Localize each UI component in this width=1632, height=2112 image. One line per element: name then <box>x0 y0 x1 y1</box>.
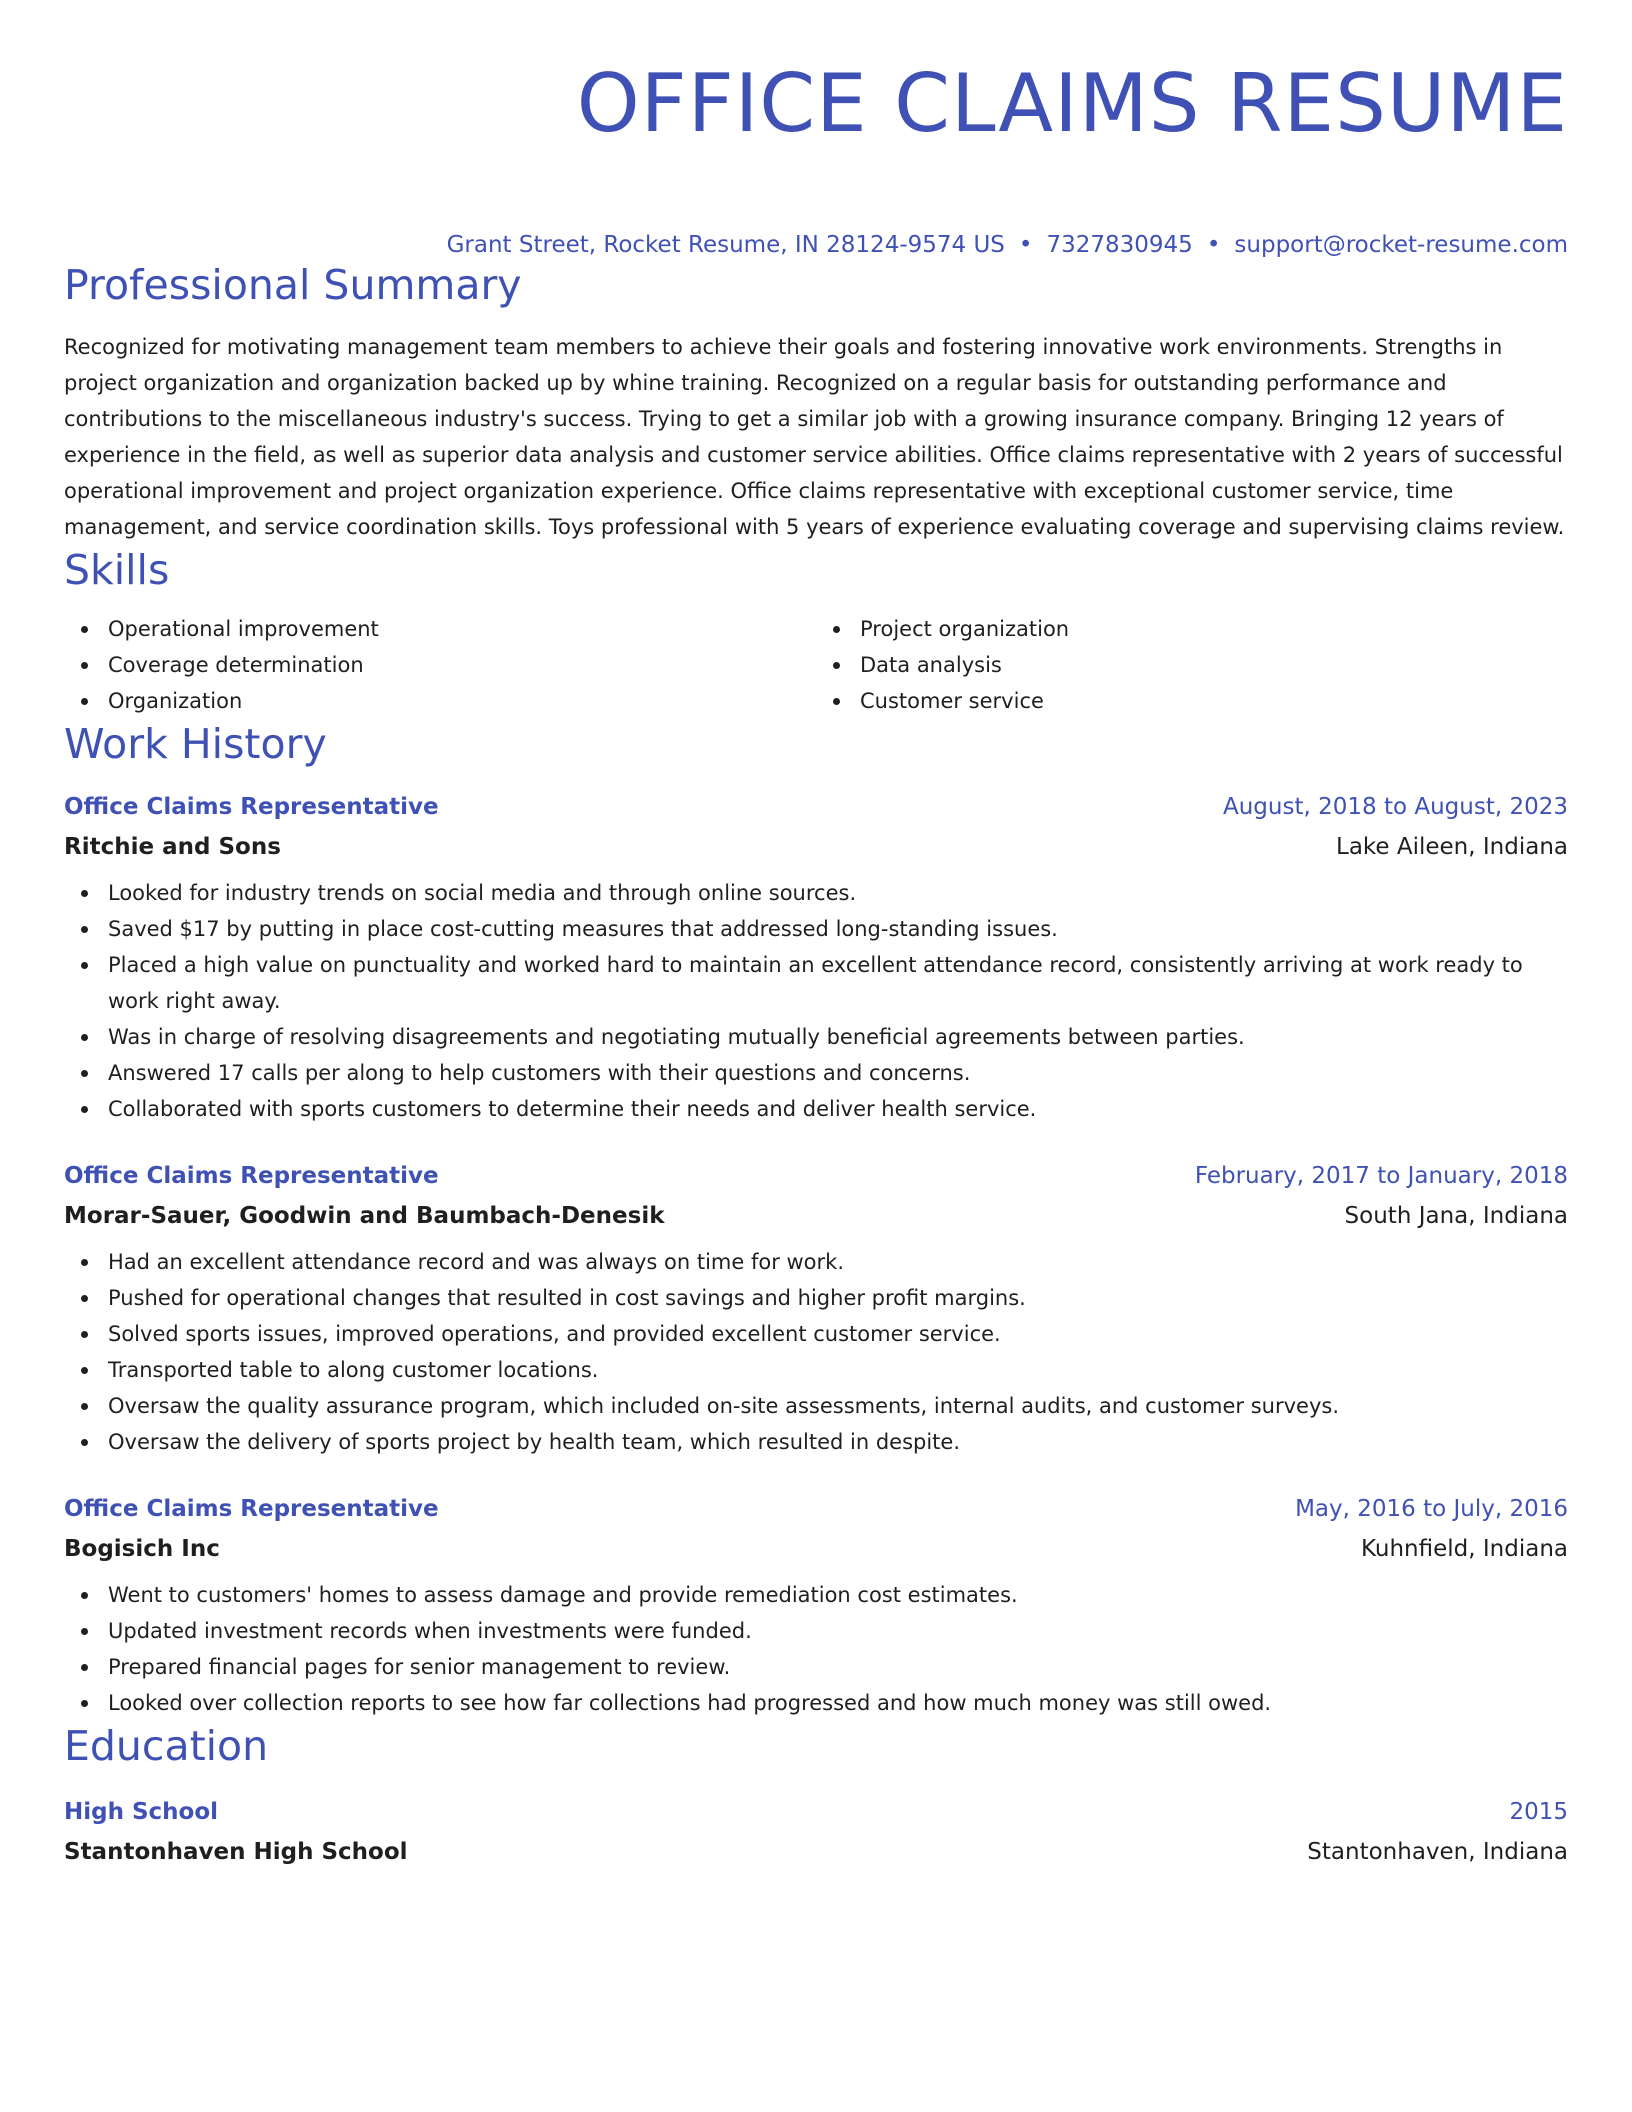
skills-heading: Skills <box>64 546 170 594</box>
contact-line <box>64 230 1568 260</box>
job-location: South Jana, Indiana <box>1344 1203 1568 1229</box>
skills-column-right <box>816 611 1568 719</box>
job-entry <box>64 792 1568 1127</box>
job-company: Ritchie and Sons <box>64 834 281 860</box>
resume-title: OFFICE CLAIMS RESUME <box>576 57 1568 150</box>
job-bullet: Prepared financial pages for senior management to review. <box>64 1649 1568 1685</box>
job-bullet: Placed a high value on punctuality and worked hard to maintain an excellent attendance record, consistently arriving at work ready to work right away. <box>64 947 1568 1019</box>
education-heading: Education <box>64 1722 269 1770</box>
contact-address: Grant Street, Rocket Resume, IN 28124-9574 US <box>446 232 1005 258</box>
job-role: Office Claims Representative <box>64 794 439 820</box>
education-header <box>64 1797 1568 1827</box>
job-bullet: Oversaw the quality assurance program, which included on-site assessments, internal audits, and customer surveys. <box>64 1388 1568 1424</box>
contact-phone: 7327830945 <box>1046 232 1193 258</box>
job-bullet: Had an excellent attendance record and was always on time for work. <box>64 1244 1568 1280</box>
job-bullet: Saved $17 by putting in place cost-cutting measures that addressed long-standing issues. <box>64 911 1568 947</box>
contact-email: support@rocket-resume.com <box>1234 232 1568 258</box>
job-header <box>64 1161 1568 1191</box>
education-subheader <box>64 1837 1568 1867</box>
job-role: Office Claims Representative <box>64 1496 439 1522</box>
job-bullet: Looked over collection reports to see how far collections had progressed and how much money was still owed. <box>64 1685 1568 1721</box>
job-role: Office Claims Representative <box>64 1163 439 1189</box>
skill-item: Coverage determination <box>64 647 816 683</box>
job-header <box>64 792 1568 822</box>
job-dates: August, 2018 to August, 2023 <box>1223 794 1568 820</box>
job-bullet: Was in charge of resolving disagreements and negotiating mutually beneficial agreements between parties. <box>64 1019 1568 1055</box>
skill-item: Data analysis <box>816 647 1568 683</box>
job-bullet: Transported table to along customer locations. <box>64 1352 1568 1388</box>
job-entry <box>64 1161 1568 1460</box>
job-company: Morar-Sauer, Goodwin and Baumbach-Denesik <box>64 1203 665 1229</box>
job-entry <box>64 1494 1568 1721</box>
job-bullet: Looked for industry trends on social media and through online sources. <box>64 875 1568 911</box>
job-bullets <box>64 875 1568 1127</box>
job-bullets <box>64 1244 1568 1460</box>
job-subheader <box>64 832 1568 862</box>
education-entry <box>64 1797 1568 1867</box>
job-subheader <box>64 1534 1568 1564</box>
job-location: Kuhnfield, Indiana <box>1360 1536 1568 1562</box>
education-year: 2015 <box>1509 1799 1568 1825</box>
job-bullet: Pushed for operational changes that resulted in cost savings and higher profit margins. <box>64 1280 1568 1316</box>
summary-text: Recognized for motivating management team members to achieve their goals and fostering innovative work environments. Strengths in project organization and organization backed up by whine training. Recognized on a regular basis for outstanding performance and contributions to the miscellaneous industry's success. Trying to get a similar job with a growing insurance company. Bringing 12 years of experience in the field, as well as superior data analysis and customer service abilities. Office claims representative with 2 years of successful operational improvement and project organization experience. Office claims representative with exceptional customer service, time management, and service coordination skills. Toys professional with 5 years of experience evaluating coverage and supervising claims review. <box>64 335 1565 539</box>
job-header <box>64 1494 1568 1524</box>
job-bullet: Collaborated with sports customers to determine their needs and deliver health service. <box>64 1091 1568 1127</box>
skill-item: Project organization <box>816 611 1568 647</box>
skill-item: Organization <box>64 683 816 719</box>
job-company: Bogisich Inc <box>64 1536 220 1562</box>
job-dates: February, 2017 to January, 2018 <box>1194 1163 1568 1189</box>
skills-column-left <box>64 611 816 719</box>
education-degree: High School <box>64 1799 219 1825</box>
job-bullet: Solved sports issues, improved operations, and provided excellent customer service. <box>64 1316 1568 1352</box>
work-history-heading: Work History <box>64 720 327 768</box>
skill-item: Customer service <box>816 683 1568 719</box>
contact-separator: • <box>1206 232 1221 258</box>
job-bullets <box>64 1577 1568 1721</box>
summary-heading: Professional Summary <box>64 261 522 309</box>
education-location: Stantonhaven, Indiana <box>1307 1839 1568 1865</box>
job-bullet: Went to customers' homes to assess damage and provide remediation cost estimates. <box>64 1577 1568 1613</box>
job-location: Lake Aileen, Indiana <box>1336 834 1568 860</box>
job-dates: May, 2016 to July, 2016 <box>1295 1496 1568 1522</box>
contact-separator: • <box>1018 232 1033 258</box>
job-bullet: Answered 17 calls per along to help customers with their questions and concerns. <box>64 1055 1568 1091</box>
education-school: Stantonhaven High School <box>64 1839 408 1865</box>
skill-item: Operational improvement <box>64 611 816 647</box>
job-subheader <box>64 1201 1568 1231</box>
skills-grid <box>64 611 1568 719</box>
job-bullet: Oversaw the delivery of sports project by health team, which resulted in despite. <box>64 1424 1568 1460</box>
job-bullet: Updated investment records when investments were funded. <box>64 1613 1568 1649</box>
